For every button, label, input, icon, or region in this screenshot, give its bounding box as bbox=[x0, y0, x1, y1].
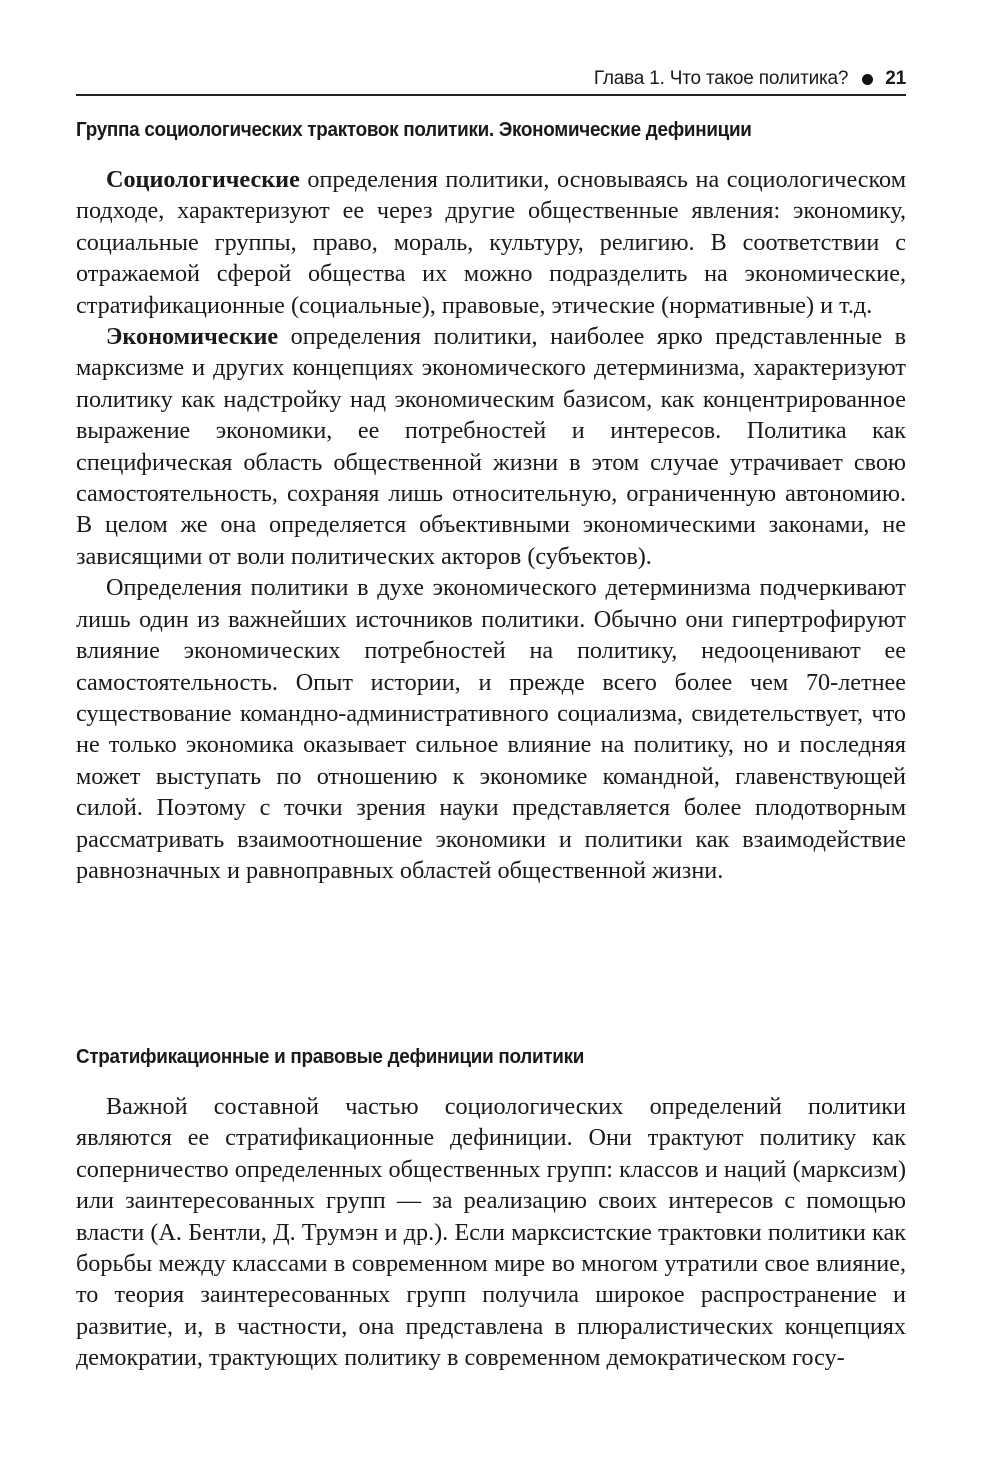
paragraph-determinism: Определения политики в духе экономического детерминизма подчеркивают лишь один из важнейших источников политики. Обычно они гипертрофируют влияние экономических потребностей на политику, недооценивают ее самостоятельность. Опыт истории, и прежде всего более чем 70-летнее существование командно-административного социализма, свидетельствует, что не только экономика оказывает сильное влияние на политику, но и последняя может выступать по отношению к экономике командной, главенствующей силой. Поэтому с точки зрения науки представляется более плодотворным рассматривать взаимоотношение экономики и политики как взаимодействие равнозначных и равноправных областей общественной жизни. bbox=[76, 574, 906, 884]
bullet-icon bbox=[862, 74, 873, 85]
page-number: 21 bbox=[885, 68, 906, 89]
term-bold: Социологические bbox=[106, 166, 300, 193]
paragraph-text: определения политики, наиболее ярко представленные в марксизме и других концепциях экономического детерминизма, характеризуют политику как надстройку над экономическим базисом, как концентрированное выражение экономики, ее потребностей и интересов. Политика как специфическая область общественной жизни в этом случае утрачивает свою самостоятельность, сохраняя лишь относительную, ограниченную автономию. В целом же она определяется объективными экономическими законами, не зависящими от воли политических акторов (субъектов). bbox=[76, 323, 906, 570]
paragraph-sociological bbox=[76, 164, 906, 321]
section-stratification-definitions bbox=[76, 1045, 906, 1374]
chapter-title: Глава 1. Что такое политика? bbox=[593, 68, 849, 89]
book-page bbox=[76, 0, 906, 1480]
section-heading: Группа социологических трактовок политики. Экономические дефиниции bbox=[76, 118, 752, 141]
paragraph-stratification: Важной составной частью социологических определений политики являются ее стратификационные дефиниции. Они трактуют политику как соперничество определенных общественных групп: классов и наций (марксизм) или заинтересованных групп — за реализацию своих интересов с помощью власти (А. Бентли, Д. Трумэн и др.). Если марксистские трактовки политики как борьбы между классами в современном мире во многом утратили свое влияние, то теория заинтересованных групп получила широкое распространение и развитие, и, в частности, она представлена в плюралистических концепциях демократии, трактующих политику в современном демократическом госу- bbox=[76, 1093, 906, 1372]
term-bold: Экономические bbox=[106, 323, 279, 351]
running-header bbox=[76, 62, 906, 96]
paragraph-text: определения политики, основываясь на социологическом подходе, характеризуют ее через другие общественные явления: экономику, социальные группы, право, мораль, культуру, религию. В соответствии с отражаемой сферой общества их можно подразделить на экономические, стратификационные (социальные), правовые, этические (нормативные) и т.д. bbox=[76, 166, 906, 319]
paragraph-economic bbox=[76, 321, 906, 572]
section-economic-definitions bbox=[76, 118, 906, 886]
section-heading: Стратификационные и правовые дефиниции политики bbox=[76, 1045, 585, 1068]
